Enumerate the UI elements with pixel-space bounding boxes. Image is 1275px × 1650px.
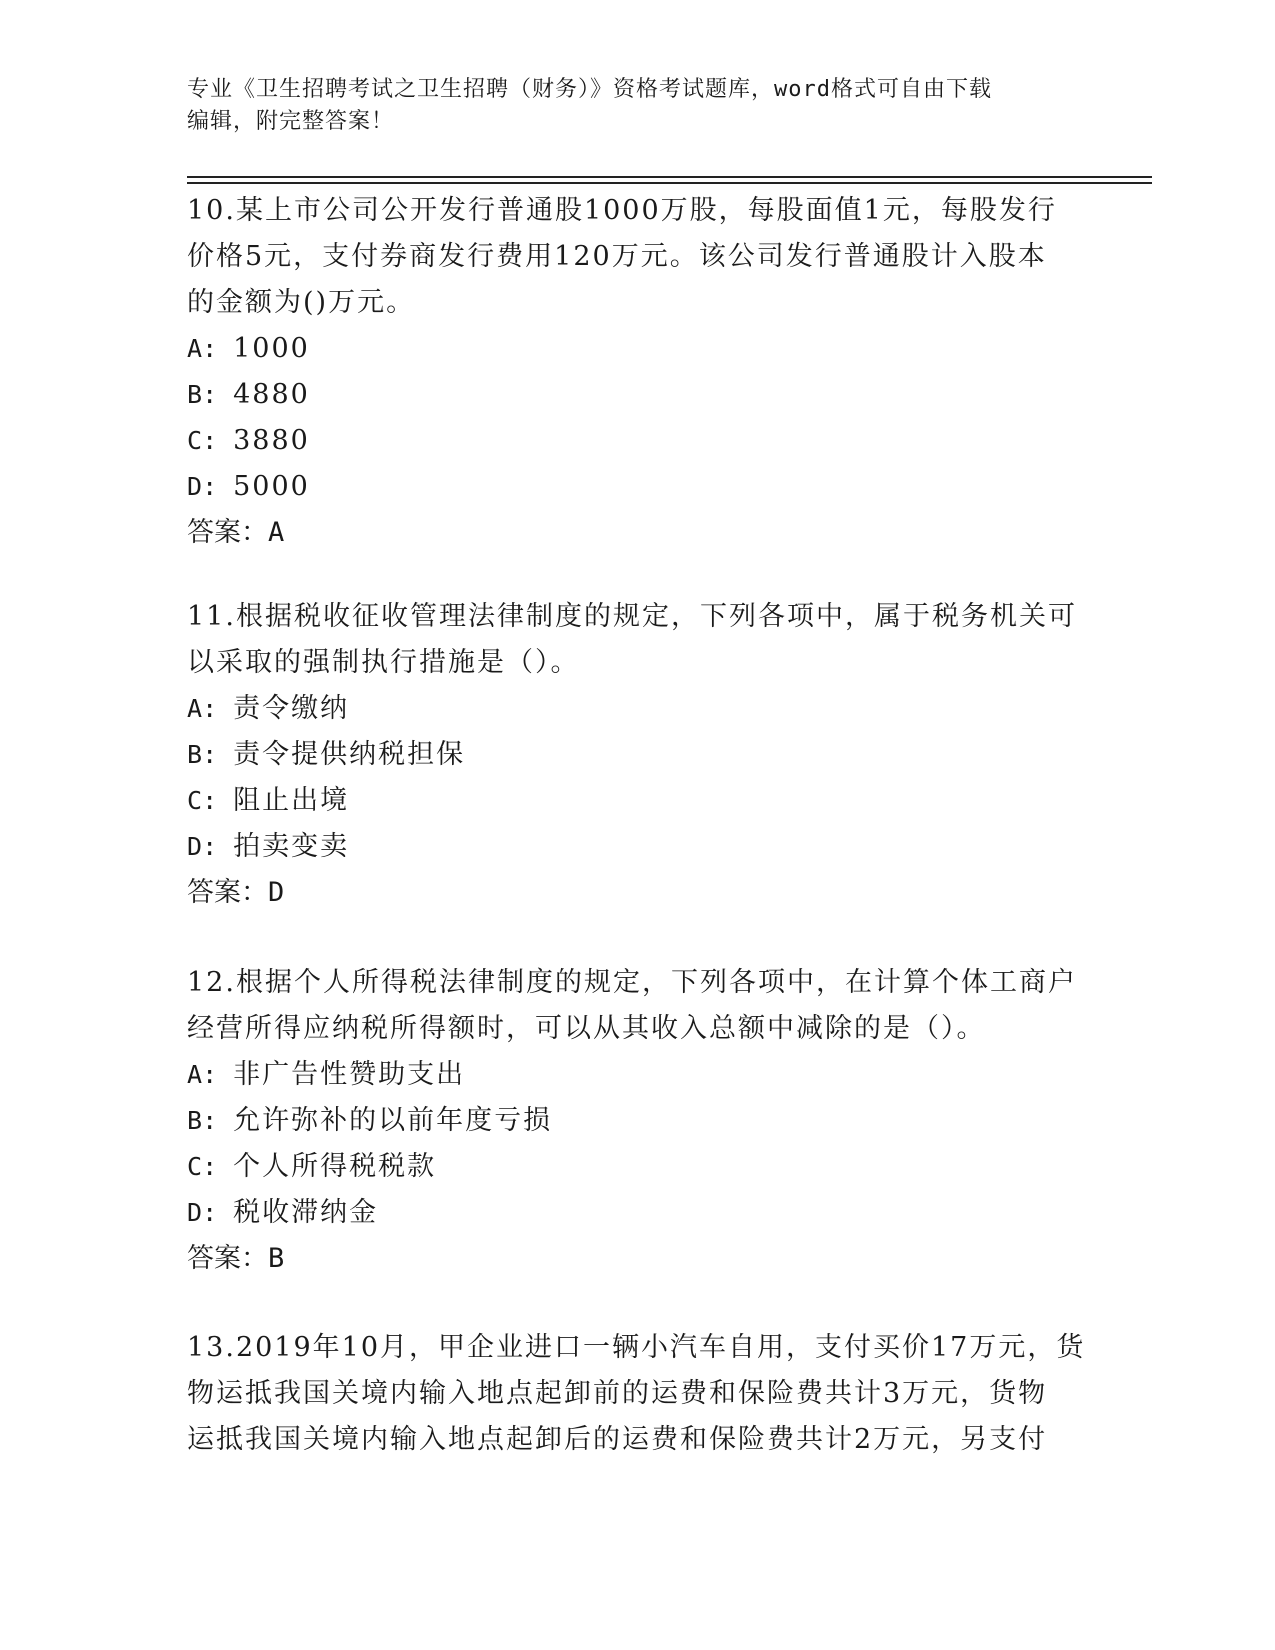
option-text: 5000 [233, 471, 310, 502]
option-d [187, 1190, 1087, 1236]
option-text: 1000 [233, 333, 310, 364]
option-text: 阻止出境 [233, 785, 350, 816]
option-letter: A [187, 1060, 203, 1089]
option-letter: D [187, 472, 203, 501]
option-d [187, 464, 1087, 510]
option-separator: : [202, 380, 220, 409]
stem-line: 13.2019年10月，甲企业进口一辆小汽车自用，支付买价17万元，货 [187, 1332, 1086, 1363]
option-b [187, 372, 1087, 418]
answer-line [187, 870, 1087, 916]
option-separator: : [202, 832, 220, 861]
question-stem [187, 1325, 1087, 1463]
stem-line: 价格5元，支付券商发行费用120万元。该公司发行普通股计入股本 [187, 241, 1047, 272]
option-b [187, 1098, 1087, 1144]
answer-line [187, 1236, 1087, 1282]
option-text: 3880 [233, 425, 310, 456]
option-letter: C [187, 426, 203, 455]
option-letter: A [187, 334, 203, 363]
option-d [187, 824, 1087, 870]
option-separator: : [202, 1198, 220, 1227]
option-b [187, 732, 1087, 778]
option-separator: : [202, 1106, 220, 1135]
option-a [187, 1052, 1087, 1098]
option-separator: : [202, 1152, 220, 1181]
stem-line: 物运抵我国关境内输入地点起卸前的运费和保险费共计3万元，货物 [187, 1378, 1048, 1409]
answer-label: 答案： [187, 1243, 268, 1274]
option-letter: A [187, 694, 203, 723]
question-10 [187, 188, 1087, 556]
option-text: 允许弥补的以前年度亏损 [233, 1105, 553, 1136]
stem-line: 运抵我国关境内输入地点起卸后的运费和保险费共计2万元，另支付 [187, 1424, 1048, 1455]
stem-line: 10.某上市公司公开发行普通股1000万股，每股面值1元，每股发行 [187, 195, 1057, 226]
option-letter: B [187, 380, 203, 409]
option-letter: D [187, 1198, 203, 1227]
question-13 [187, 1325, 1087, 1463]
option-a [187, 686, 1087, 732]
answer-line [187, 510, 1087, 556]
option-letter: B [187, 1106, 203, 1135]
option-c [187, 1144, 1087, 1190]
option-c [187, 418, 1087, 464]
option-text: 责令缴纳 [233, 693, 350, 724]
option-text: 非广告性赞助支出 [233, 1059, 466, 1090]
question-12 [187, 960, 1087, 1282]
stem-line: 以采取的强制执行措施是（）。 [187, 647, 580, 678]
answer-value: A [268, 517, 285, 548]
option-letter: D [187, 832, 203, 861]
option-letter: B [187, 740, 203, 769]
document-header [187, 74, 1067, 138]
option-separator: : [202, 334, 220, 363]
option-c [187, 778, 1087, 824]
option-text: 拍卖变卖 [233, 831, 350, 862]
option-letter: C [187, 1152, 203, 1181]
stem-line: 12.根据个人所得税法律制度的规定，下列各项中，在计算个体工商户 [187, 967, 1077, 998]
stem-line: 经营所得应纳税所得额时，可以从其收入总额中减除的是（）。 [187, 1013, 986, 1044]
option-separator: : [202, 472, 220, 501]
option-a [187, 326, 1087, 372]
stem-line: 11.根据税收征收管理法律制度的规定，下列各项中，属于税务机关可 [187, 601, 1077, 632]
option-text: 4880 [233, 379, 310, 410]
answer-value: D [268, 877, 285, 908]
option-text: 个人所得税税款 [233, 1151, 437, 1182]
header-divider-top [187, 176, 1152, 178]
header-divider-bottom [187, 182, 1152, 184]
answer-label: 答案： [187, 517, 268, 548]
question-11 [187, 594, 1087, 916]
option-separator: : [202, 786, 220, 815]
stem-line: 的金额为()万元。 [187, 287, 416, 318]
answer-value: B [268, 1243, 285, 1274]
option-letter: C [187, 786, 203, 815]
option-separator: : [202, 426, 220, 455]
option-text: 税收滞纳金 [233, 1197, 379, 1228]
answer-label: 答案： [187, 877, 268, 908]
option-separator: : [202, 1060, 220, 1089]
option-separator: : [202, 694, 220, 723]
option-separator: : [202, 740, 220, 769]
question-stem [187, 594, 1087, 686]
question-stem [187, 960, 1087, 1052]
option-text: 责令提供纳税担保 [233, 739, 466, 770]
question-stem [187, 188, 1087, 326]
header-line-1: 专业《卫生招聘考试之卫生招聘（财务）》资格考试题库，word格式可自由下载 [187, 77, 992, 102]
header-line-2: 编辑，附完整答案！ [187, 109, 395, 134]
